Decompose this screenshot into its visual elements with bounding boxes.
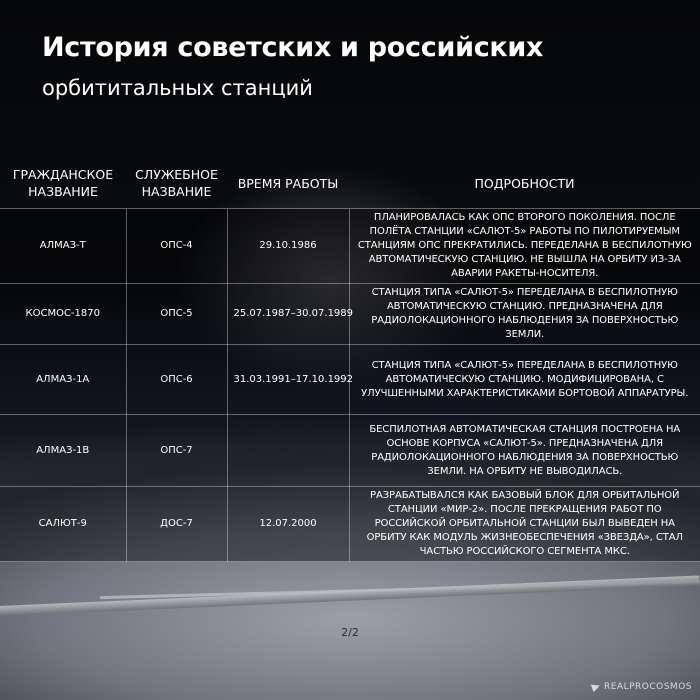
- table-header-row: [0, 158, 700, 209]
- cell-period: 25.07.1987–30.07.1989: [227, 284, 349, 345]
- cell-details: БЕСПИЛОТНАЯ АВТОМАТИЧЕСКАЯ СТАНЦИЯ ПОСТРОЕНА НА ОСНОВЕ КОРПУСА «САЛЮТ-5». ПРЕДНАЗНАЧЕНА ДЛЯ РАДИОЛОКАЦИОННОГО НАБЛЮДЕНИЯ ЗА ПОВЕРХНОСТЬЮ ЗЕМЛИ. НА ОРБИТУ НЕ ВЫВОДИЛАСЬ.: [349, 415, 700, 487]
- cell-details: ПЛАНИРОВАЛАСЬ КАК ОПС ВТОРОГО ПОКОЛЕНИЯ. ПОСЛЕ ПОЛЁТА СТАНЦИИ «САЛЮТ-5» РАБОТЫ ПО ПИЛОТИРУЕМЫМ СТАНЦИЯМ ОПС ПРЕКРАТИЛИСЬ. ПЕРЕДЕЛАНА В БЕСПИЛОТНУЮ АВТОМАТИЧЕСКУЮ СТАНЦИЮ. НЕ ВЫШЛА НА ОРБИТУ ИЗ-ЗА АВАРИИ РАКЕТЫ-НОСИТЕЛЯ.: [349, 209, 700, 284]
- table-row: [0, 415, 700, 487]
- cell-service-name: ОПС-7: [126, 415, 227, 487]
- page-title: История советских и российских: [42, 32, 544, 63]
- header-service-name: СЛУЖЕБНОЕ НАЗВАНИЕ: [126, 158, 227, 209]
- watermark-label: REALPROCOSMOS: [603, 682, 692, 692]
- cell-service-name: ОПС-6: [126, 345, 227, 415]
- table-row: [0, 284, 700, 345]
- table-row: [0, 487, 700, 562]
- cell-period: 31.03.1991–17.10.1992: [227, 345, 349, 415]
- header-civil-name: ГРАЖДАНСКОЕ НАЗВАНИЕ: [0, 158, 126, 209]
- cell-details: СТАНЦИЯ ТИПА «САЛЮТ-5» ПЕРЕДЕЛАНА В БЕСПИЛОТНУЮ АВТОМАТИЧЕСКУЮ СТАНЦИЮ. ПРЕДНАЗНАЧЕНА ДЛЯ РАДИОЛОКАЦИОННОГО НАБЛЮДЕНИЯ ЗА ПОВЕРХНОСТЬЮ ЗЕМЛИ.: [349, 284, 700, 345]
- stations-table: [0, 158, 700, 562]
- cell-service-name: ОПС-5: [126, 284, 227, 345]
- cell-civil-name: АЛМАЗ-1В: [0, 415, 126, 487]
- table-row: [0, 209, 700, 284]
- page-subtitle: орбититальных станций: [42, 76, 313, 100]
- cell-details: СТАНЦИЯ ТИПА «САЛЮТ-5» ПЕРЕДЕЛАНА В БЕСПИЛОТНУЮ АВТОМАТИЧЕСКУЮ СТАНЦИЮ. МОДИФИЦИРОВАНА, С УЛУЧШЕННЫМИ ХАРАКТЕРИСТИКАМИ БОРТОВОЙ АППАРАТУРЫ.: [349, 345, 700, 415]
- header-period: ВРЕМЯ РАБОТЫ: [227, 158, 349, 209]
- cell-details: РАЗРАБАТЫВАЛСЯ КАК БАЗОВЫЙ БЛОК ДЛЯ ОРБИТАЛЬНОЙ СТАНЦИИ «МИР-2». ПОСЛЕ ПРЕКРАЩЕНИЯ РАБОТ ПО РОССИЙСКОЙ ОРБИТАЛЬНОЙ СТАНЦИИ БЫЛ ВЫВЕДЕН НА ОРБИТУ КАК МОДУЛЬ ЖИЗНЕОБЕСПЕЧЕНИЯ «ЗВЕЗДА», СТАЛ ЧАСТЬЮ РОССИЙСКОГО СЕГМЕНТА МКС.: [349, 487, 700, 562]
- cell-civil-name: АЛМАЗ-1А: [0, 345, 126, 415]
- page-indicator: 2/2: [341, 626, 359, 639]
- cell-service-name: ОПС-4: [126, 209, 227, 284]
- cell-civil-name: АЛМАЗ-Т: [0, 209, 126, 284]
- table-row: [0, 345, 700, 415]
- header-details: ПОДРОБНОСТИ: [349, 158, 700, 209]
- cell-period: 29.10.1986: [227, 209, 349, 284]
- cell-civil-name: КОСМОС-1870: [0, 284, 126, 345]
- watermark: [592, 682, 692, 692]
- cell-civil-name: САЛЮТ-9: [0, 487, 126, 562]
- cell-period: [227, 415, 349, 487]
- cell-period: 12.07.2000: [227, 487, 349, 562]
- telegram-icon: [591, 682, 601, 692]
- cell-service-name: ДОС-7: [126, 487, 227, 562]
